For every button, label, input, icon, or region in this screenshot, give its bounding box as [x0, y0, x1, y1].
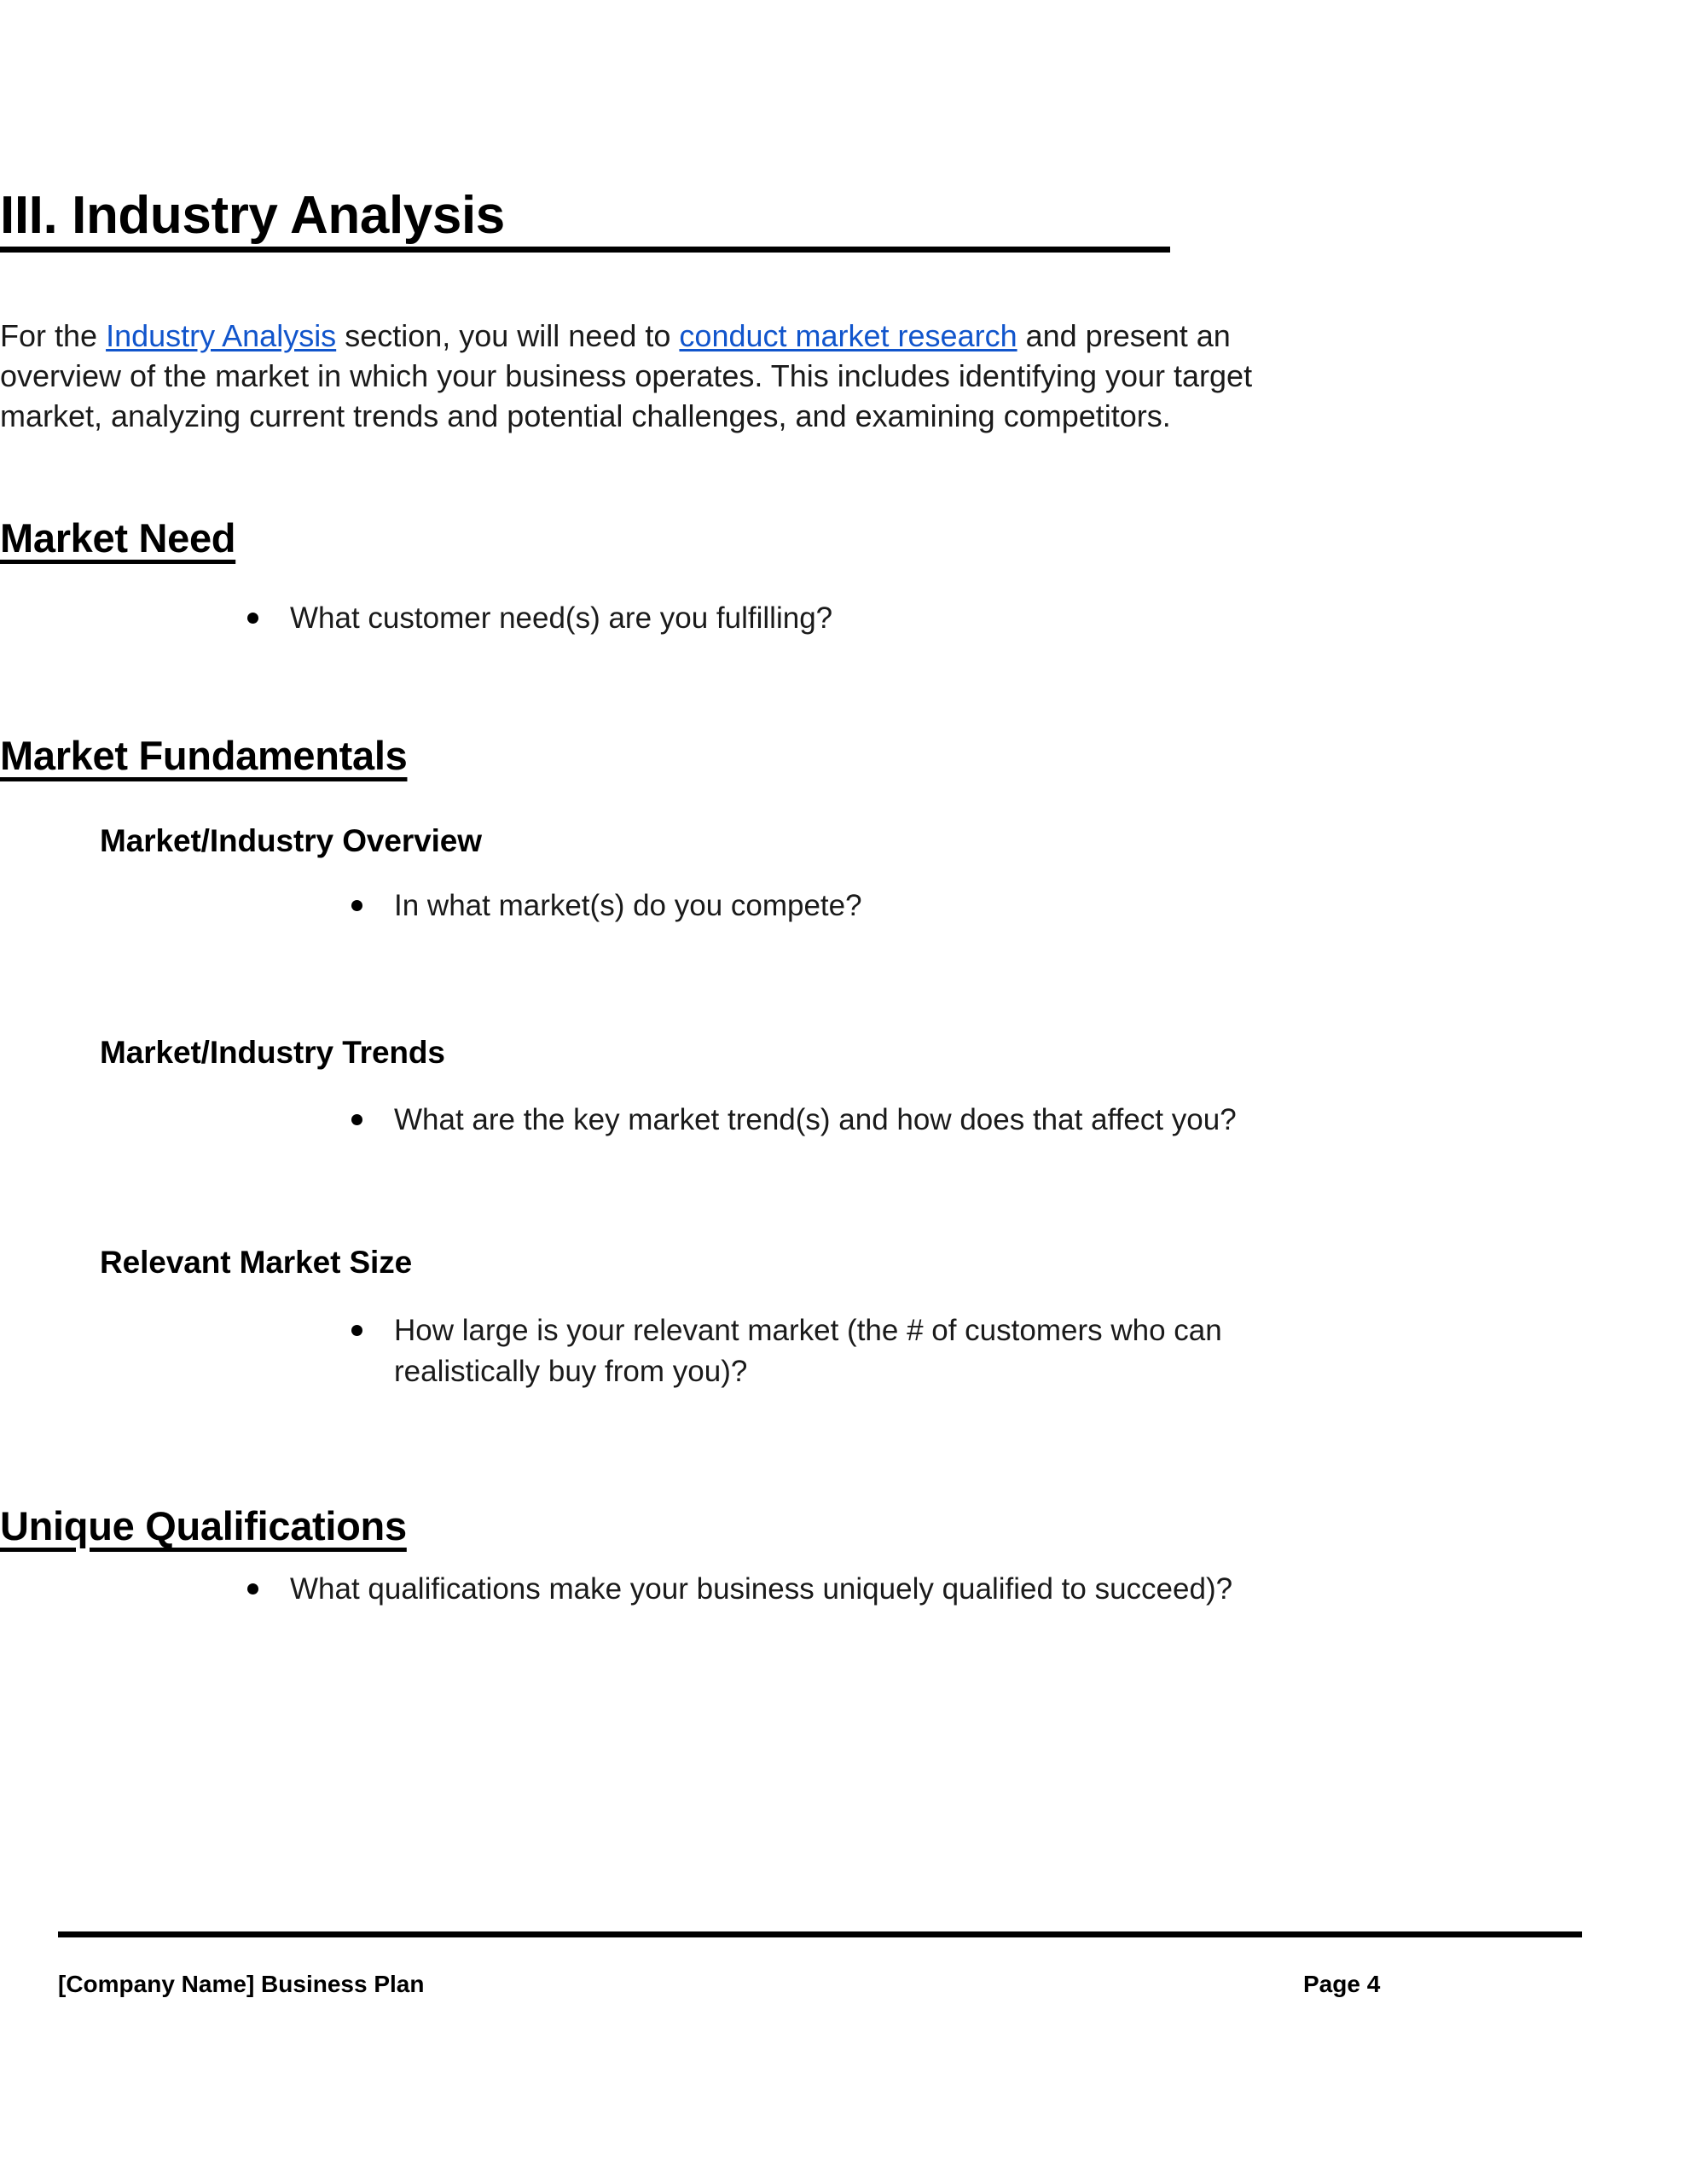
- list-item: [351, 1310, 1294, 1392]
- conduct-market-research-link[interactable]: conduct market research: [679, 318, 1017, 353]
- list-item-label: What are the key market trend(s) and how does that affect you?: [394, 1103, 1237, 1136]
- list-item: [351, 886, 1341, 926]
- footer-page-number: Page 4: [1303, 1971, 1381, 1997]
- title-divider: [0, 247, 1170, 253]
- section-heading-market-fundamentals: Market Fundamentals: [0, 733, 408, 778]
- list-item: [247, 598, 1313, 639]
- industry-analysis-link[interactable]: Industry Analysis: [106, 318, 337, 353]
- bullet-dot-icon: [247, 1583, 258, 1594]
- intro-text-1: For the: [0, 318, 107, 353]
- intro-text-2: section, you will need to: [336, 318, 680, 353]
- bullet-dot-icon: [351, 900, 362, 911]
- page-title: III. Industry Analysis: [0, 186, 505, 245]
- list-item-label: How large is your relevant market (the # of customers who can realistically buy from you)?: [394, 1314, 1222, 1388]
- intro-paragraph: [0, 316, 1271, 436]
- subsection-heading-relevant-market-size: Relevant Market Size: [100, 1245, 413, 1280]
- subsection-heading-market-industry-overview: Market/Industry Overview: [100, 823, 482, 858]
- bullet-dot-icon: [247, 613, 258, 624]
- footer-divider: [58, 1931, 1582, 1937]
- list-item-label: What customer need(s) are you fulfilling?: [290, 601, 833, 635]
- list-item-label: In what market(s) do you compete?: [394, 889, 862, 922]
- section-heading-unique-qualifications: Unique Qualifications: [0, 1503, 407, 1548]
- intro-text-3: and present an overview of the market in which your business operates. This includes identifying your target market, analyzing current trends and potential challenges, and examining competitors.: [0, 318, 1253, 433]
- bullet-dot-icon: [351, 1114, 362, 1125]
- list-item-label: What qualifications make your business uniquely qualified to succeed)?: [290, 1572, 1233, 1606]
- footer-company-label: [Company Name] Business Plan: [58, 1971, 425, 1997]
- bullet-dot-icon: [351, 1325, 362, 1336]
- section-heading-market-need: Market Need: [0, 515, 236, 561]
- list-item: [247, 1569, 1313, 1610]
- subsection-heading-market-industry-trends: Market/Industry Trends: [100, 1035, 445, 1070]
- list-item: [351, 1100, 1341, 1141]
